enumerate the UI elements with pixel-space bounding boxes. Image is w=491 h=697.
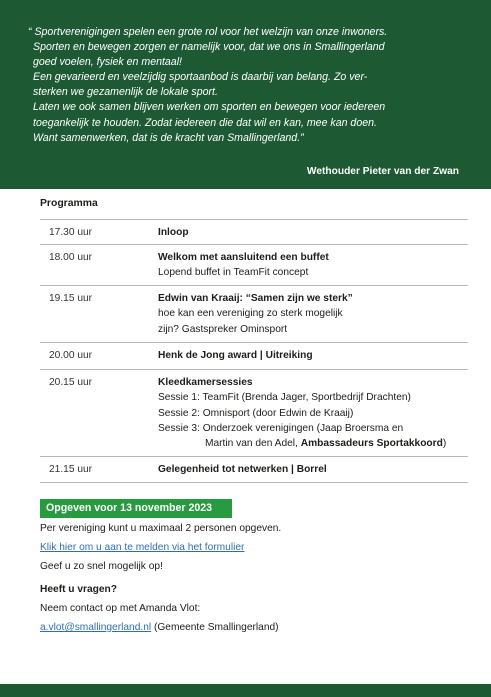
program-item-detail: Sessie 3: Onderzoek verenigingen (Jaap Broersma en — [158, 422, 404, 434]
program-item-detail: Martin van den Adel, Ambassadeurs Sportakkoord) — [205, 438, 447, 450]
footer-bar — [0, 684, 491, 697]
program-row — [40, 370, 468, 457]
signup-urge: Geef u zo snel mogelijk op! — [40, 561, 163, 572]
program-table — [40, 219, 468, 483]
contact-email-line — [40, 622, 279, 633]
program-item-title: Edwin van Kraaij: “Samen zijn we sterk” — [158, 293, 353, 304]
quote-line: “ Sportverenigingen spelen een grote rol voor het welzijn van onze inwoners. — [28, 26, 388, 38]
signup-form-link[interactable]: Klik hier om u aan te melden via het formulier — [40, 542, 245, 553]
quote-line: toegankelijk te houden. Zodat iedereen die dat wil en kan, mee kan doen. — [33, 116, 377, 129]
program-row — [40, 343, 468, 370]
program-item-title: Kleedkamersessies — [158, 377, 253, 388]
contact-org: (Gemeente Smallingerland) — [151, 622, 279, 633]
quote-line: Een gevarieerd en veelzijdig sportaanbod is daarbij van belang. Zo ver- — [33, 71, 368, 84]
program-time: 20.00 uur — [49, 350, 93, 361]
program-item-detail: Sessie 1: TeamFit (Brenda Jager, Sportbedrijf Drachten) — [158, 392, 411, 404]
program-item-detail: zijn? Gastspreker Ominsport — [158, 323, 288, 335]
signup-deadline-badge: Opgeven voor 13 november 2023 — [40, 499, 232, 518]
program-time: 17.30 uur — [49, 227, 93, 238]
program-item-detail: Lopend buffet in TeamFit concept — [158, 267, 309, 279]
program-time: 20.15 uur — [49, 377, 93, 388]
quote-line: Sporten en bewegen zorgen er namelijk voor, dat we ons in Smallingerland — [33, 41, 385, 54]
program-row — [40, 245, 468, 286]
quote-block — [0, 0, 491, 189]
program-item-detail: Sessie 2: Omnisport (door Edwin de Kraaij) — [158, 407, 354, 419]
program-item-title: Gelegenheid tot netwerken | Borrel — [158, 464, 327, 475]
quote-line: Laten we ook samen blijven werken om sporten en bewegen voor iedereen — [33, 101, 386, 114]
program-item-detail: hoe kan een vereniging zo sterk mogelijk — [158, 308, 343, 320]
program-row — [40, 457, 468, 483]
contact-info: Neem contact op met Amanda Vlot: — [40, 603, 201, 614]
program-time: 18.00 uur — [49, 252, 93, 263]
program-row — [40, 220, 468, 245]
ambassadors-label: Ambassadeurs Sportakkoord — [300, 438, 443, 450]
signup-info: Per vereniging kunt u maximaal 2 personen opgeven. — [40, 523, 282, 534]
program-title: Programma — [40, 198, 98, 209]
program-item-title: Inloop — [158, 227, 189, 238]
contact-email-link[interactable]: a.vlot@smallingerland.nl — [40, 622, 152, 633]
contact-title: Heeft u vragen? — [40, 584, 117, 595]
program-item-title: Henk de Jong award | Uitreiking — [158, 350, 313, 361]
quote-line: goed voelen, fysiek en mentaal! — [33, 56, 182, 69]
quote-line: Want samenwerken, dat is de kracht van Smallingerland.” — [33, 131, 304, 144]
quote-text — [28, 25, 461, 146]
quote-line: sterken we gezamenlijk de lokale sport. — [33, 86, 218, 99]
quote-author: Wethouder Pieter van der Zwan — [306, 166, 459, 177]
program-time: 19.15 uur — [49, 293, 93, 304]
program-item-title: Welkom met aansluitend een buffet — [158, 252, 329, 263]
program-row — [40, 286, 468, 343]
program-time: 21.15 uur — [49, 464, 93, 475]
